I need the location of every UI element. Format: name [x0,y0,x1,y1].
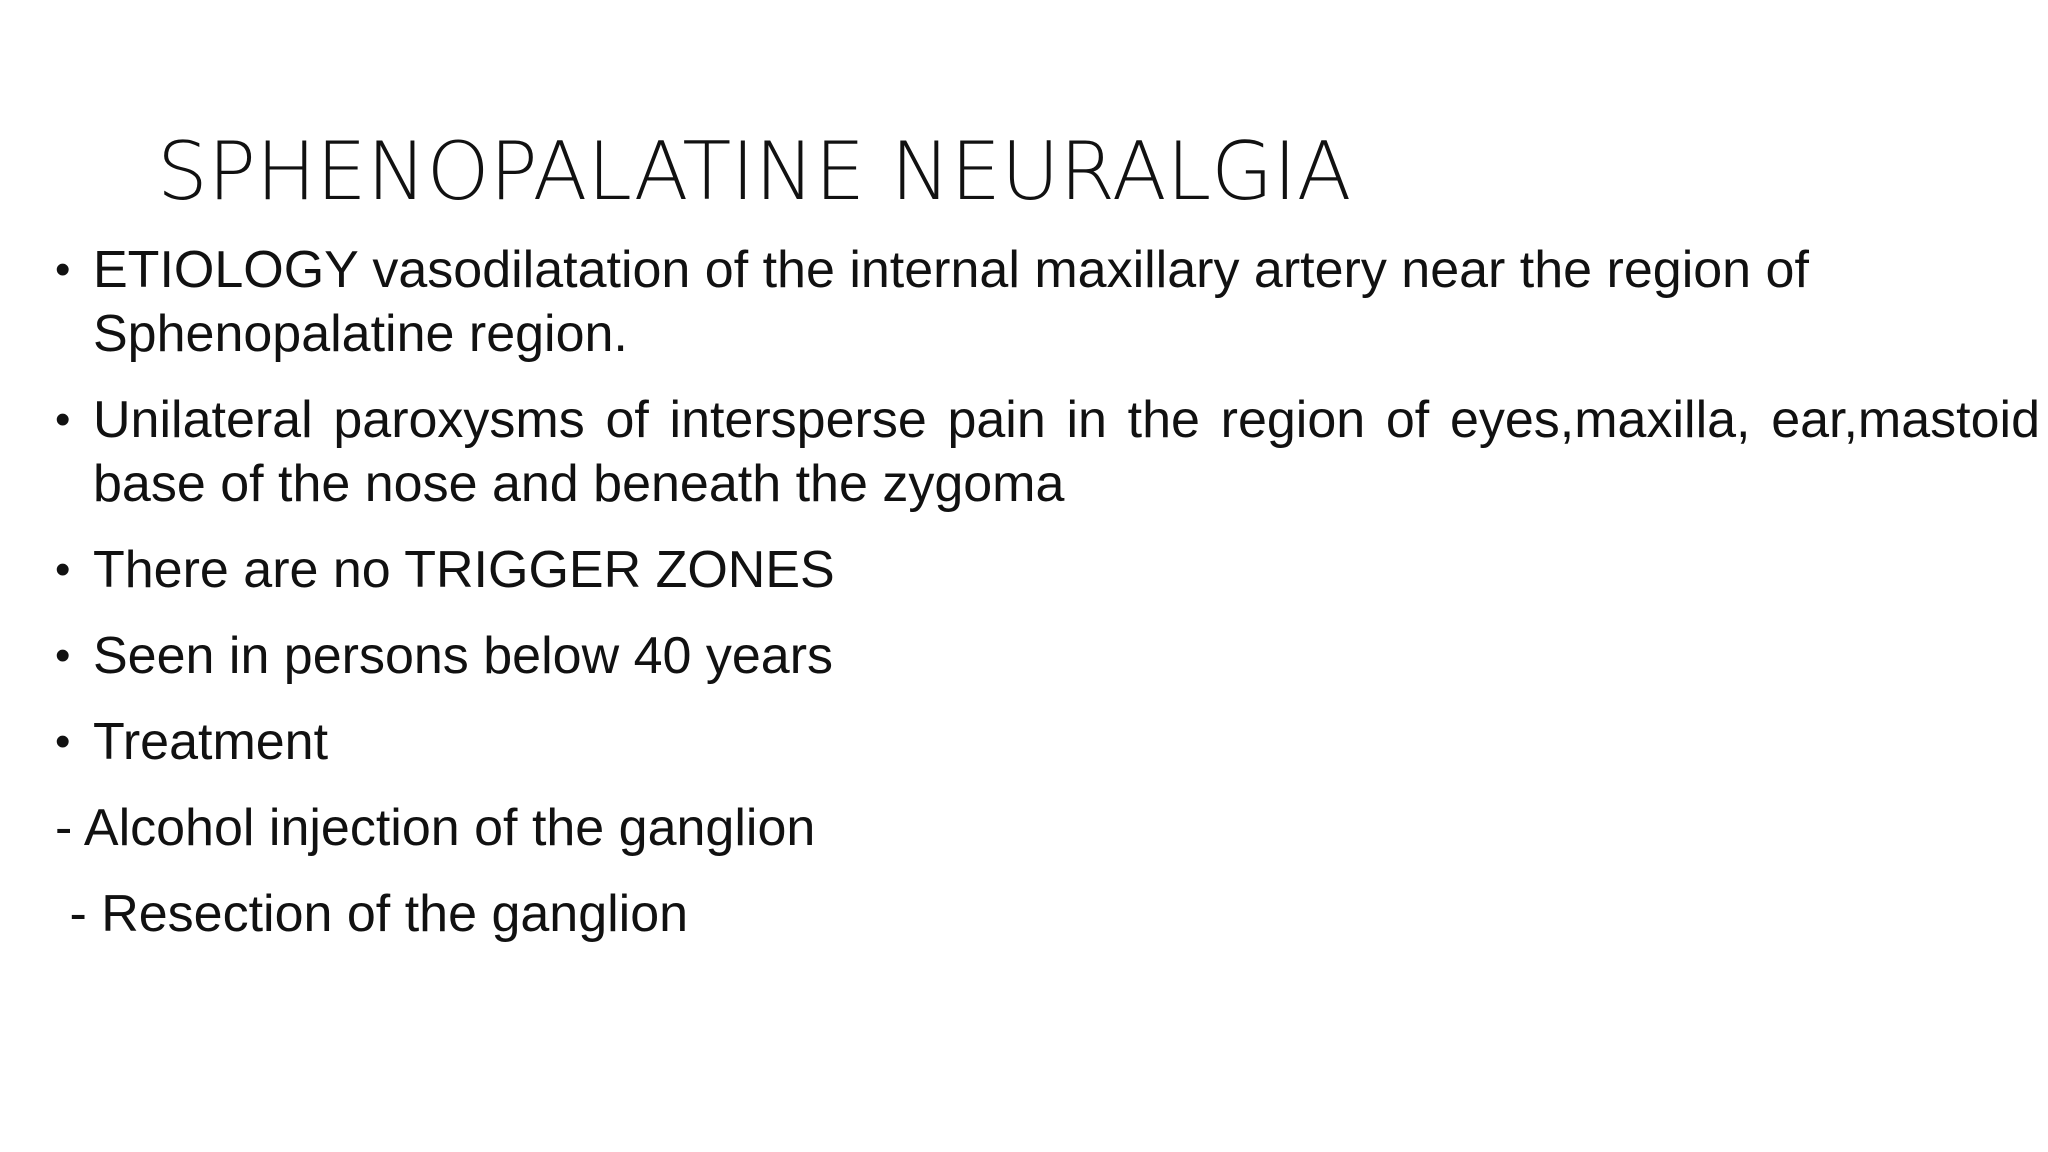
slide-title: SPHENOPALATINE NEURALGIA [157,125,1352,218]
bullet-dot-icon: • [55,395,71,444]
bullet-dot-icon: • [55,717,71,766]
bullet-item-treatment [55,710,2040,774]
bullet-item-etiology [55,238,2040,366]
bullet-text: Treatment [93,713,329,771]
bullet-item-trigger-zones [55,538,2040,602]
bullet-text: ETIOLOGY vasodilatation of the internal maxillary artery near the region of Sphenopalatine region. [93,241,1809,363]
bullet-text: There are no TRIGGER ZONES [93,541,835,599]
bullet-dot-icon: • [55,245,71,294]
bullet-dot-icon: • [55,545,71,594]
bullet-item-symptoms [55,388,2040,516]
bullet-item-age [55,624,2040,688]
bullet-text: Unilateral paroxysms of intersperse pain in the region of eyes,maxilla, ear,mastoid base of the nose and beneath the zygoma [93,391,2040,513]
bullet-text: Seen in persons below 40 years [93,627,834,685]
slide-content [55,238,2040,968]
bullet-dot-icon: • [55,631,71,680]
sub-item-alcohol-injection: - Alcohol injection of the ganglion [55,799,816,857]
sub-item-resection: - Resection of the ganglion [55,885,689,943]
